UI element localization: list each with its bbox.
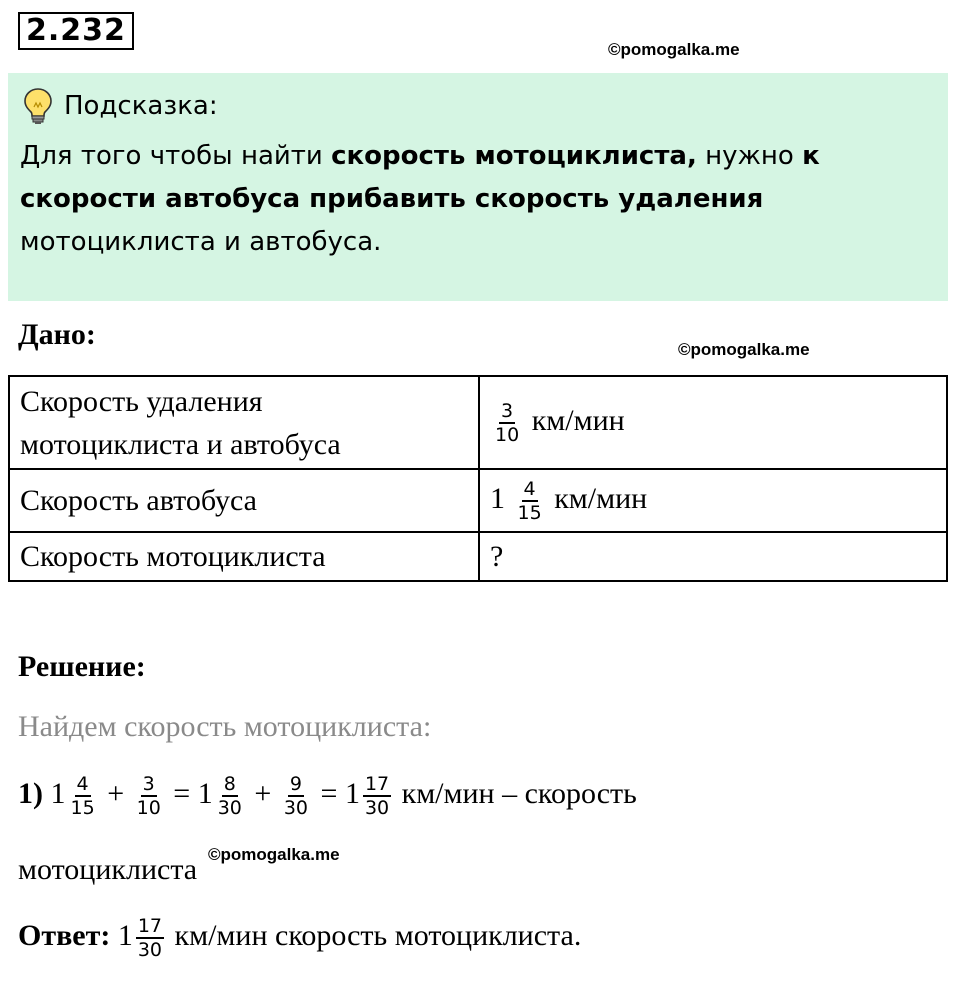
given-table xyxy=(8,375,948,582)
unit: км/мин xyxy=(531,403,625,437)
solution-step-1-cont: мотоциклиста xyxy=(18,853,198,886)
watermark: ©pomogalka.me xyxy=(678,340,810,359)
denominator: 30 xyxy=(217,797,242,819)
watermark: ©pomogalka.me xyxy=(208,845,340,864)
operator: + xyxy=(107,776,125,810)
hint-text-bold: к xyxy=(802,141,820,171)
numerator: 3 xyxy=(142,773,155,795)
fraction xyxy=(363,773,391,819)
numerator: 8 xyxy=(223,773,236,795)
hint-text xyxy=(20,135,920,264)
operator: = xyxy=(173,776,191,810)
fraction xyxy=(216,773,244,819)
numerator: 3 xyxy=(501,399,514,422)
fraction xyxy=(135,773,163,819)
whole-part: 1 xyxy=(197,776,213,810)
whole-part: 1 xyxy=(50,776,66,810)
numerator: 9 xyxy=(289,773,302,795)
denominator: 10 xyxy=(136,797,161,819)
denominator: 30 xyxy=(283,797,309,819)
solution-heading: Решение: xyxy=(18,650,146,683)
numerator: 4 xyxy=(76,773,89,795)
hint-text-bold: скорости автобуса прибавить скорость удаления xyxy=(20,184,764,214)
denominator: 10 xyxy=(495,423,520,446)
hint-title-text: Подсказка: xyxy=(64,91,218,121)
denominator: 30 xyxy=(364,797,390,819)
hint-title xyxy=(22,87,218,125)
fraction xyxy=(282,773,310,819)
denominator: 30 xyxy=(137,939,163,961)
table-row xyxy=(9,469,947,532)
lightbulb-icon xyxy=(22,87,54,125)
solution-intro: Найдем скорость мотоциклиста: xyxy=(18,710,432,743)
answer-text: км/мин скорость мотоциклиста. xyxy=(174,918,582,952)
table-cell-value: ? xyxy=(479,532,947,581)
hint-box xyxy=(8,73,948,301)
solution-step-1 xyxy=(18,773,637,819)
denominator: 15 xyxy=(70,797,95,819)
task-number: 2.232 xyxy=(18,12,134,50)
label-line: мотоциклиста и автобуса xyxy=(20,427,341,461)
step-label: 1) xyxy=(18,776,43,810)
table-cell-label: Скорость мотоциклиста xyxy=(9,532,479,581)
table-cell-label: Скорость автобуса xyxy=(9,469,479,532)
whole-part: 1 xyxy=(117,918,133,952)
hint-text-part: мотоциклиста и автобуса. xyxy=(20,227,382,257)
table-cell-value xyxy=(479,469,947,532)
label-line: Скорость удаления xyxy=(20,384,263,418)
fraction xyxy=(69,773,97,819)
fraction xyxy=(136,915,164,961)
fraction xyxy=(516,478,544,524)
unit: км/мин xyxy=(554,481,648,515)
table-cell-label xyxy=(9,376,479,469)
answer-line xyxy=(18,915,581,961)
hint-text-part: Для того чтобы найти xyxy=(20,141,332,171)
watermark: ©pomogalka.me xyxy=(608,40,740,59)
operator: + xyxy=(254,776,272,810)
answer-label: Ответ: xyxy=(18,918,111,952)
whole-part: 1 xyxy=(490,481,505,515)
denominator: 15 xyxy=(517,501,542,524)
table-cell-value xyxy=(479,376,947,469)
hint-text-part: нужно xyxy=(696,141,803,171)
hint-text-bold: скорость мотоциклиста, xyxy=(331,141,697,171)
given-heading: Дано: xyxy=(18,318,96,351)
whole-part: 1 xyxy=(344,776,360,810)
numerator: 17 xyxy=(137,915,163,937)
operator: = xyxy=(320,776,338,810)
step-tail: км/мин – скорость xyxy=(401,776,637,810)
table-row xyxy=(9,376,947,469)
numerator: 17 xyxy=(364,773,390,795)
table-row xyxy=(9,532,947,581)
fraction xyxy=(493,400,521,446)
numerator: 4 xyxy=(523,477,536,500)
